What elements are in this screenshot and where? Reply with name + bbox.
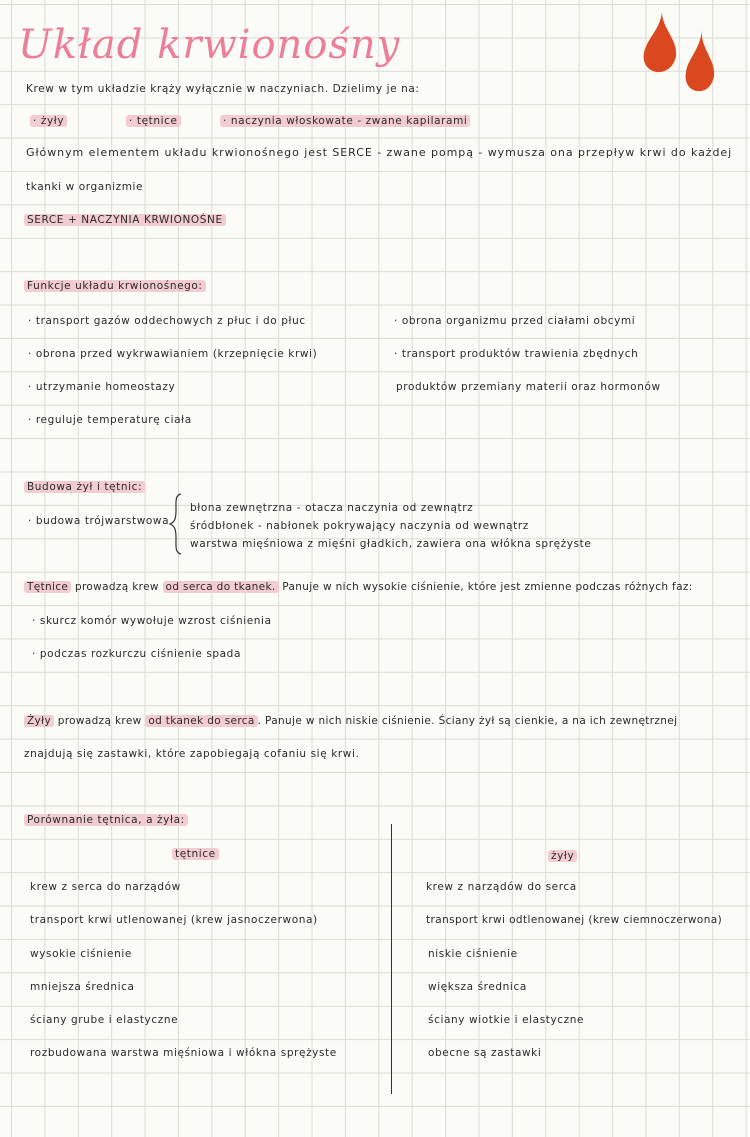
comparison-right-item: niskie ciśnienie [428, 948, 518, 960]
veins-word: Żyły [24, 715, 54, 727]
comparison-left-item: ściany grube i elastyczne [30, 1014, 179, 1026]
blood-drop-icon [640, 10, 680, 74]
veins-line2: znajdują się zastawki, które zapobiegają cofaniu się krwi. [24, 748, 360, 760]
layer-item: śródbłonek - nabłonek pokrywający naczynia od wewnątrz [190, 520, 529, 532]
function-item: produktów przemiany materii oraz hormonów [396, 381, 661, 393]
comparison-left-item: transport krwi utlenowanej (krew jasnoczerwona) [30, 914, 318, 926]
arteries-word: Tętnice [24, 581, 71, 593]
main-text-line2: tkanki w organizmie [26, 181, 144, 193]
curly-brace-icon [168, 492, 184, 556]
function-item: · reguluje temperaturę ciała [28, 414, 192, 426]
structure-label: · budowa trójwarstwowa [28, 515, 170, 527]
page-title: Układ krwionośny [18, 22, 401, 68]
arteries-paragraph: Tętnice prowadzą krew od serca do tkanek. Panuje w nich wysokie ciśnienie, które jest zmienne podczas różnych faz: [24, 580, 693, 594]
comparison-left-header: tętnice [172, 848, 219, 860]
arteries-point: · skurcz komór wywołuje wzrost ciśnienia [32, 615, 272, 627]
arteries-point: · podczas rozkurczu ciśnienie spada [32, 648, 241, 660]
comparison-left-item: krew z serca do narządów [30, 881, 181, 893]
intro-text: Krew w tym układzie krąży wyłącznie w naczyniach. Dzielimy je na: [26, 83, 420, 95]
structure-heading: Budowa żył i tętnic: [24, 481, 145, 493]
vessel-type-capillaries: · naczynia włoskowate - zwane kapilarami [220, 115, 470, 127]
functions-heading: Funkcje układu krwionośnego: [24, 280, 206, 292]
layer-item: błona zewnętrzna - otacza naczynia od zewnątrz [190, 502, 474, 514]
column-divider [391, 824, 392, 1094]
layer-item: warstwa mięśniowa z mięśni gładkich, zawiera ona włókna sprężyste [190, 538, 592, 550]
comparison-heading: Porównanie tętnica, a żyła: [24, 814, 188, 826]
vessel-type-arteries: · tętnice [126, 115, 181, 127]
blood-drop-icon [682, 28, 718, 94]
comparison-left-item: mniejsza średnica [30, 981, 135, 993]
main-text-line1: Głównym elementem układu krwionośnego jest SERCE - zwane pompą - wymusza ona przepływ krwi do każdej [26, 146, 733, 159]
comparison-right-item: ściany wiotkie i elastyczne [428, 1014, 585, 1026]
function-item: · obrona przed wykrwawianiem (krzepnięcie krwi) [28, 348, 318, 360]
formula: SERCE + NACZYNIA KRWIONOŚNE [24, 214, 226, 226]
function-item: · obrona organizmu przed ciałami obcymi [394, 315, 636, 327]
comparison-left-item: rozbudowana warstwa mięśniowa i włókna sprężyste [30, 1047, 337, 1059]
comparison-right-item: obecne są zastawki [428, 1047, 542, 1059]
function-item: · transport gazów oddechowych z płuc i do płuc [28, 315, 306, 327]
comparison-left-item: wysokie ciśnienie [30, 948, 132, 960]
function-item: · utrzymanie homeostazy [28, 381, 176, 393]
comparison-right-item: krew z narządów do serca [426, 881, 577, 893]
veins-paragraph: Żyły prowadzą krew od tkanek do serca . Panuje w nich niskie ciśnienie. Ściany żył są cienkie, a na ich zewnętrznej [24, 714, 677, 728]
arteries-direction: od serca do tkanek. [163, 581, 279, 593]
comparison-right-item: większa średnica [428, 981, 527, 993]
comparison-right-item: transport krwi odtlenowanej (krew ciemnoczerwona) [426, 914, 723, 926]
veins-direction: od tkanek do serca [145, 715, 257, 727]
vessel-type-veins: · żyły [30, 115, 67, 127]
function-item: · transport produktów trawienia zbędnych [394, 348, 639, 360]
comparison-right-header: żyły [548, 850, 577, 862]
